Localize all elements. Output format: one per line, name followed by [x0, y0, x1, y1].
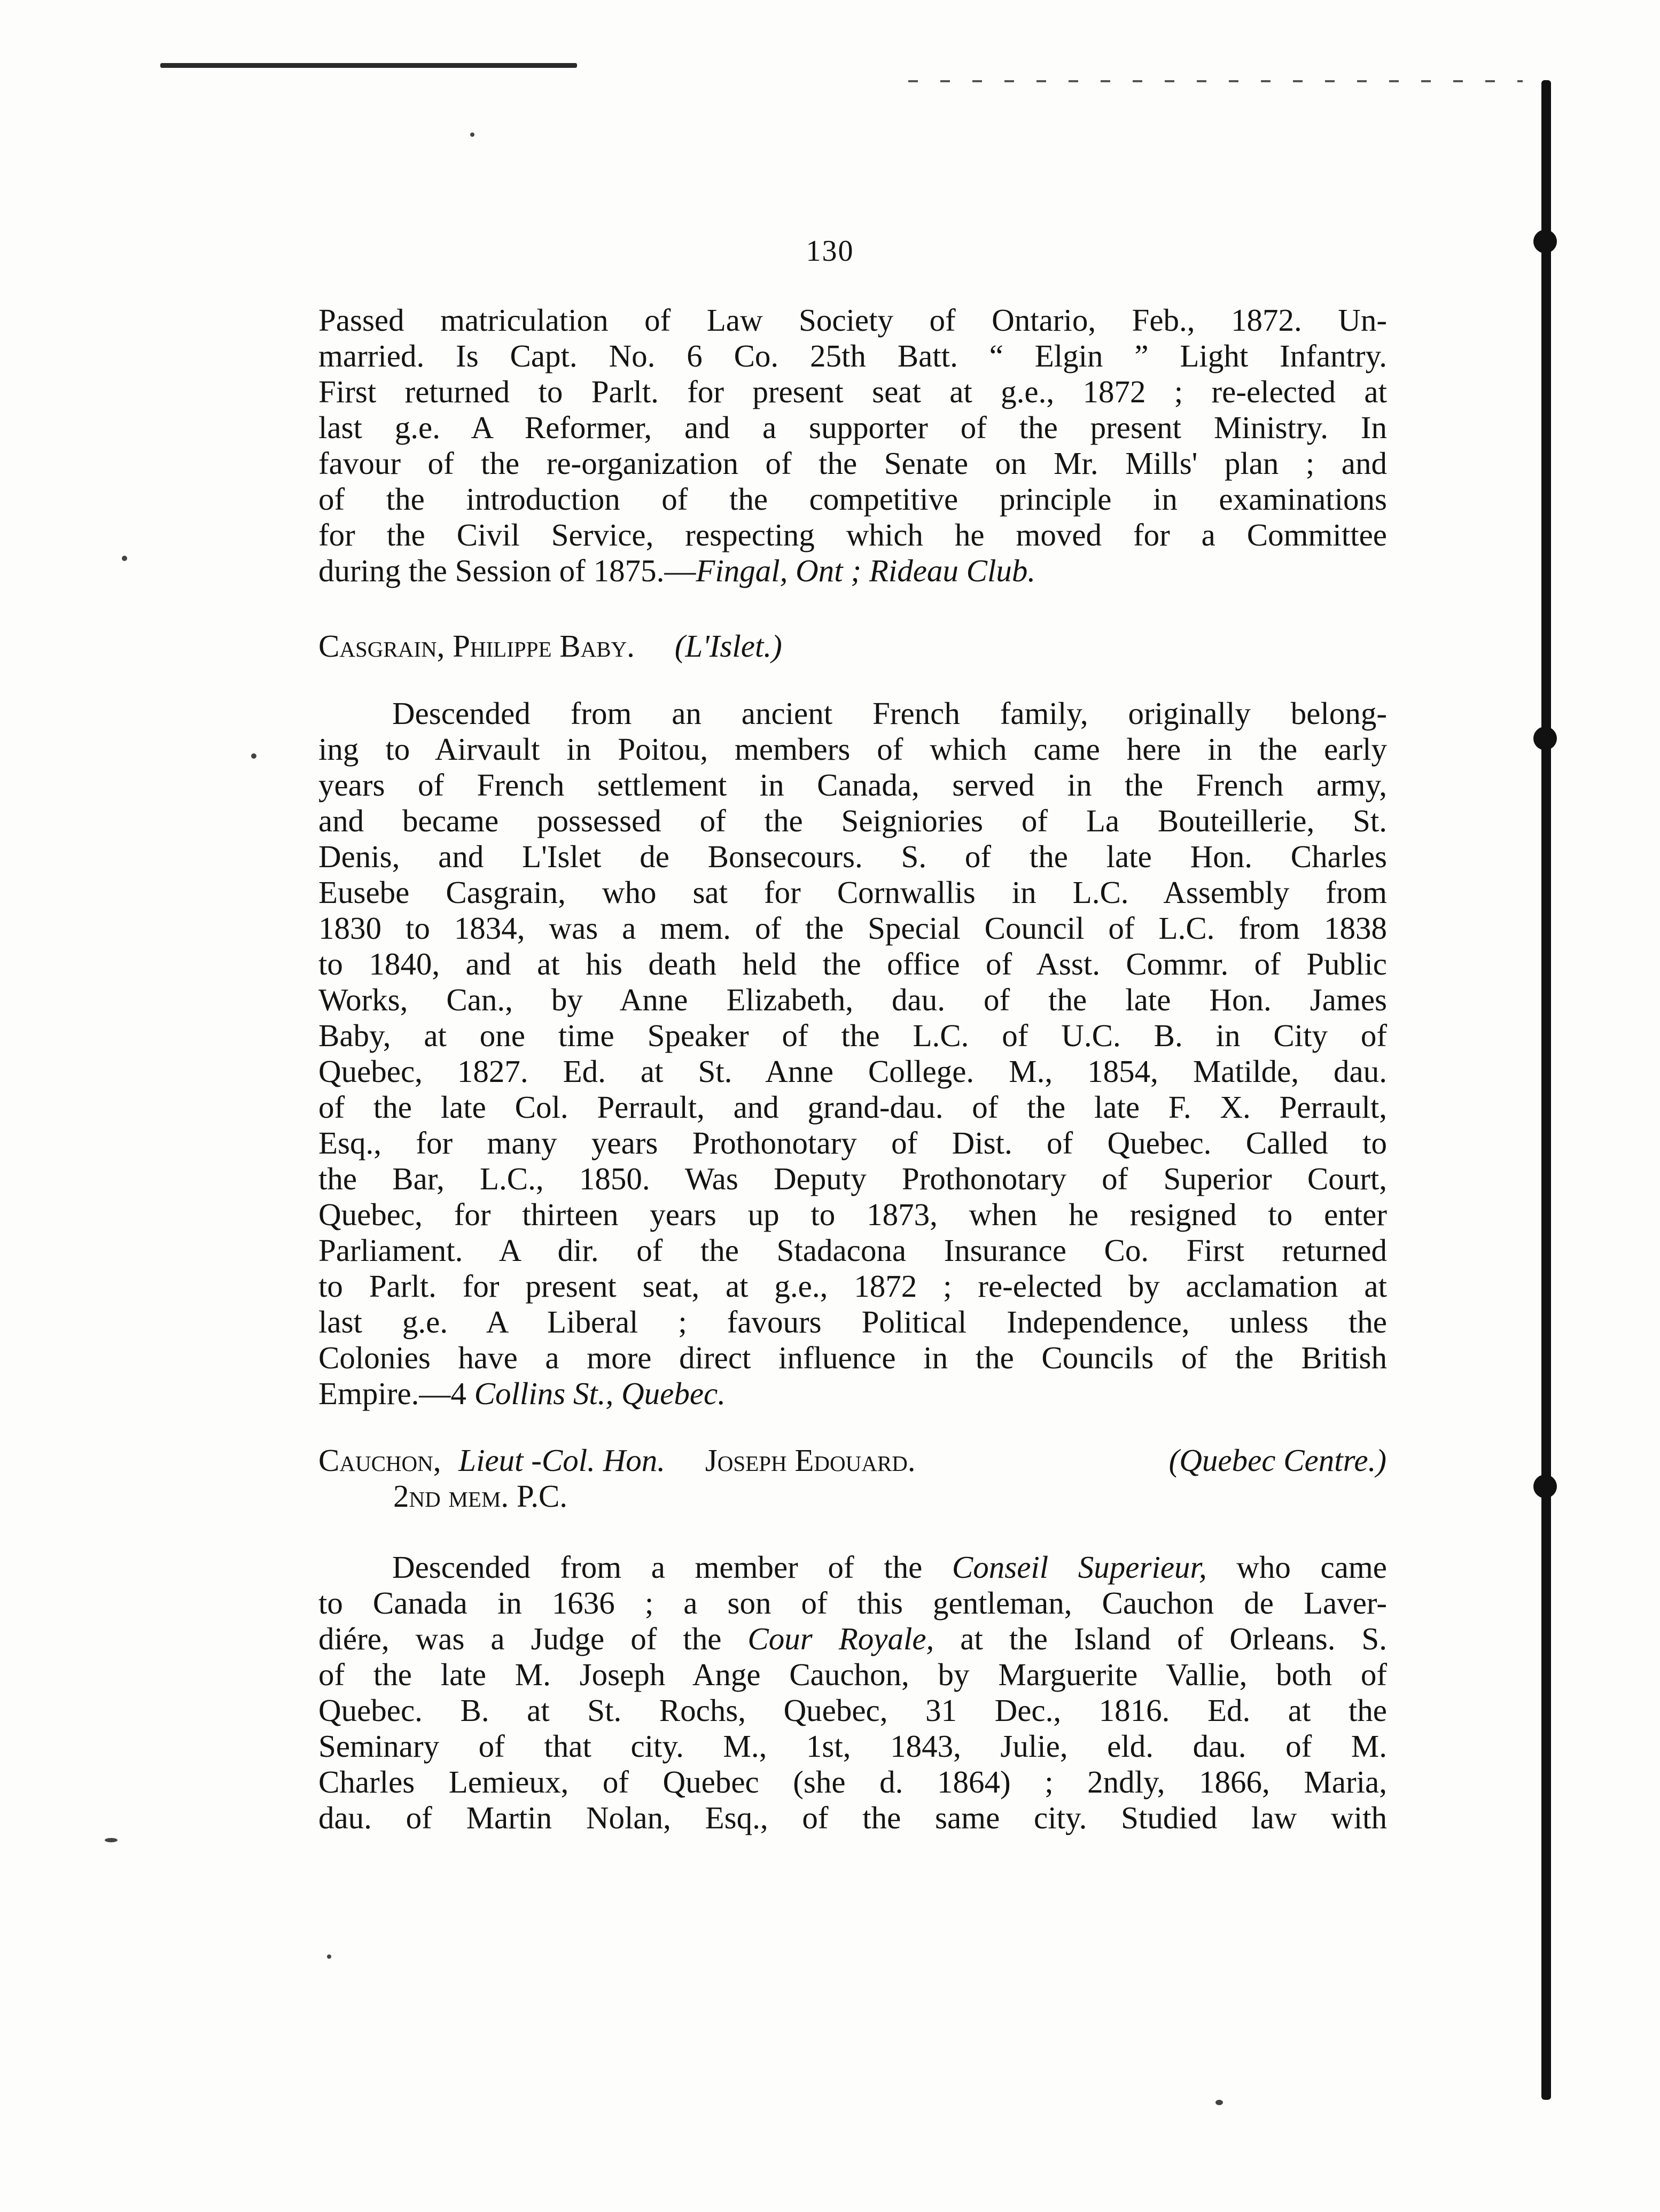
text-line: Charles Lemieux, of Quebec (she d. 1864) ; 2ndly, 1866, Maria,: [318, 1764, 1387, 1800]
text-line: for the Civil Service, respecting which he moved for a Committee: [318, 517, 1387, 552]
text-line: Quebec, for thirteen years up to 1873, when he resigned to enter: [318, 1197, 1387, 1232]
text-line: Denis, and L'Islet de Bonsecours. S. of the late Hon. Charles: [318, 839, 1387, 874]
text-line: Esq., for many years Prothonotary of Dist. of Quebec. Called to: [318, 1125, 1387, 1160]
text-line: of the late Col. Perrault, and grand-dau. of the late F. X. Perrault,: [318, 1089, 1387, 1125]
entry-paragraph-casgrain: [318, 696, 1387, 1412]
member-office: 2nd mem. P.C.: [393, 1478, 568, 1514]
text-line: and became possessed of the Seigniories of La Bouteillerie, St.: [318, 803, 1387, 838]
text-line: favour of the re-organization of the Senate on Mr. Mills' plan ; and: [318, 446, 1387, 481]
text-line: [318, 1549, 1387, 1585]
scan-speck: [1215, 2100, 1223, 2105]
text-line: Baby, at one time Speaker of the L.C. of U.C. B. in City of: [318, 1018, 1387, 1053]
member-title: Lieut -Col. Hon.: [458, 1443, 666, 1478]
text-line: to Canada in 1636 ; a son of this gentleman, Cauchon de Laver-: [318, 1585, 1387, 1621]
scan-edge-mark: [160, 63, 577, 68]
institution-italic: Cour Royale,: [747, 1621, 934, 1656]
riding-name: (L'Islet.): [674, 628, 782, 664]
text-line: Parliament. A dir. of the Stadacona Insurance Co. First returned: [318, 1233, 1387, 1268]
text-line: to Parlt. for present seat, at g.e., 1872 ; re-elected by acclamation at: [318, 1268, 1387, 1304]
text-line: married. Is Capt. No. 6 Co. 25th Batt. “ Elgin ” Light Infantry.: [318, 338, 1387, 373]
text-line: First returned to Parlt. for present seat at g.e., 1872 ; re-elected at: [318, 374, 1387, 409]
text-line: Works, Can., by Anne Elizabeth, dau. of the late Hon. James: [318, 982, 1387, 1017]
scan-speck: [470, 133, 474, 137]
binding-blot: [1533, 727, 1557, 750]
scan-speck: [122, 556, 127, 561]
text-line: Quebec, 1827. Ed. at St. Anne College. M., 1854, Matilde, dau.: [318, 1054, 1387, 1089]
text-line: last g.e. A Reformer, and a supporter of the present Ministry. In: [318, 410, 1387, 445]
text-line: Passed matriculation of Law Society of Ontario, Feb., 1872. Un-: [318, 302, 1387, 338]
scan-edge-mark: [908, 80, 1523, 82]
institution-italic: Conseil Superieur,: [952, 1549, 1207, 1585]
scan-speck: [105, 1838, 118, 1842]
paragraph-continuation: [318, 302, 1387, 589]
text-line: Seminary of that city. M., 1st, 1843, Julie, eld. dau. of M.: [318, 1728, 1387, 1764]
address-italic: Fingal, Ont ; Rideau Club.: [696, 553, 1036, 588]
entry-paragraph-cauchon: [318, 1549, 1387, 1836]
scan-speck: [327, 1954, 331, 1959]
entry-heading-cauchon: [318, 1443, 916, 1478]
text-fragment: at the Island of Orleans. S.: [934, 1621, 1387, 1656]
text-line: the Bar, L.C., 1850. Was Deputy Prothonotary of Superior Court,: [318, 1161, 1387, 1196]
address-italic: Collins St., Quebec.: [474, 1376, 726, 1411]
member-surname: Cauchon,: [318, 1443, 441, 1478]
text-line: ing to Airvault in Poitou, members of which came here in the early: [318, 731, 1387, 767]
text-line-last: [318, 1376, 1387, 1412]
member-given-names: Joseph Edouard.: [705, 1443, 916, 1478]
text-line: Eusebe Casgrain, who sat for Cornwallis in L.C. Assembly from: [318, 875, 1387, 910]
text-fragment: who came: [1206, 1549, 1387, 1585]
member-name: Casgrain, Philippe Baby.: [318, 628, 635, 664]
text-line-last: [318, 553, 1387, 589]
binding-blot: [1533, 1475, 1557, 1498]
text-line: [318, 1621, 1387, 1657]
text-fragment: diére, was a Judge of the: [318, 1621, 748, 1656]
scan-speck: [251, 753, 256, 759]
text-fragment: during the Session of 1875.—: [318, 553, 696, 588]
text-line: Descended from an ancient French family, originally belong-: [392, 696, 1387, 731]
text-fragment: Descended from a member of the: [392, 1549, 952, 1585]
text-line: last g.e. A Liberal ; favours Political Independence, unless the: [318, 1304, 1387, 1339]
text-line: of the late M. Joseph Ange Cauchon, by Marguerite Vallie, both of: [318, 1657, 1387, 1692]
text-line: of the introduction of the competitive principle in examinations: [318, 481, 1387, 517]
page-number: 130: [806, 235, 854, 268]
text-fragment: Empire.—4: [318, 1376, 474, 1411]
text-line: 1830 to 1834, was a mem. of the Special Council of L.C. from 1838: [318, 910, 1387, 946]
riding-name: (Quebec Centre.): [1168, 1443, 1386, 1478]
text-line: years of French settlement in Canada, served in the French army,: [318, 767, 1387, 803]
text-line: to 1840, and at his death held the office of Asst. Commr. of Public: [318, 946, 1387, 982]
entry-heading-casgrain: [318, 628, 782, 664]
text-line: dau. of Martin Nolan, Esq., of the same city. Studied law with: [318, 1800, 1387, 1835]
binding-edge-bar: [1541, 80, 1551, 2100]
text-line: Colonies have a more direct influence in the Councils of the British: [318, 1340, 1387, 1375]
text-line: Quebec. B. at St. Rochs, Quebec, 31 Dec., 1816. Ed. at the: [318, 1693, 1387, 1728]
